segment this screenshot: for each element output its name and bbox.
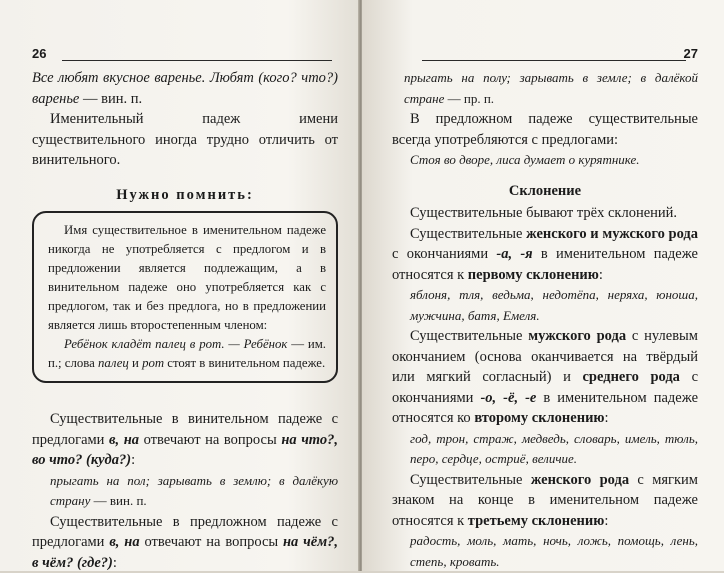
- text: с окончаниями: [392, 369, 698, 406]
- example: год, трон, страж, медведь, словарь, имель, тюль, перо, сердце, остриё, величие.: [392, 429, 698, 470]
- paragraph: Именительный падеж имени существительного иногда трудно отличить от винительного.: [32, 109, 338, 171]
- text: Существительные: [410, 328, 528, 344]
- preposition: в, на: [109, 432, 139, 448]
- gender-term: среднего рода: [582, 369, 679, 385]
- text: Существительные: [410, 226, 526, 242]
- case-label: — вин. п.: [90, 493, 146, 508]
- example-text: и: [129, 356, 142, 370]
- paragraph: [392, 326, 698, 429]
- header-rule: [62, 60, 332, 61]
- question: на чём?, в чём? (где?): [32, 534, 338, 571]
- text: с нулевым окончанием (основа оканчивается на твёрдый или мягкий согласный) и: [392, 328, 698, 385]
- example-text: — им. п.; слова: [48, 337, 326, 370]
- declension-term: третьему склонению: [468, 513, 605, 529]
- page-number: 26: [32, 46, 46, 61]
- example: [32, 471, 338, 512]
- example-text: Ребёнок кладёт палец в рот. — Ребёнок: [64, 337, 287, 351]
- text: с окончаниями: [392, 246, 496, 262]
- paragraph: В предложном падеже существительные всегда употребляются с предлогами:: [392, 109, 698, 150]
- question: на что?, во что? (куда?): [32, 432, 338, 469]
- note-heading: Нужно помнить:: [32, 185, 338, 206]
- example-word: палец: [98, 356, 129, 370]
- text: с мягким знаком на конце в именительном падеже относятся к: [392, 472, 698, 529]
- preposition: в, на: [109, 534, 139, 550]
- ending: -о, -ё, -е: [480, 390, 536, 406]
- text: отвечают на вопросы: [139, 432, 281, 448]
- rule-example: [48, 335, 326, 373]
- paragraph: [32, 409, 338, 471]
- text: в именительном падеже относятся ко: [392, 390, 698, 427]
- rule-box: [32, 211, 338, 383]
- right-page: [362, 0, 724, 571]
- left-page-text: [32, 68, 338, 573]
- case-label: — вин. п.: [79, 91, 142, 107]
- rule-text: Имя существительное в именительном падеже никогда не употребляется с предлогом и в предложении является подлежащим, а в винительном падеже оно употребляется как с предлогом, так и без предлога, но в предложении является лишь второстепенным членом:: [48, 221, 326, 335]
- text: Существительные: [410, 472, 531, 488]
- text: Существительные в винительном падеже с предлогами: [32, 411, 338, 448]
- declension-term: первому склонению: [468, 267, 599, 283]
- page-number: 27: [684, 46, 698, 61]
- ending: -а, -я: [496, 246, 532, 262]
- text: Существительные в предложном падеже с предлогами: [32, 514, 338, 551]
- header-rule: [422, 60, 686, 61]
- example-word: рот: [142, 356, 164, 370]
- example: яблоня, тля, ведьма, недотёпа, неряха, юноша, мужчина, батя, Емеля.: [392, 285, 698, 326]
- case-label: — пр. п.: [444, 91, 494, 106]
- example: Стоя во дворе, лиса думает о курятнике.: [392, 150, 698, 171]
- section-heading: Склонение: [392, 181, 698, 202]
- right-page-text: [392, 68, 698, 572]
- paragraph: [32, 512, 338, 573]
- paragraph: [32, 68, 338, 109]
- example: [392, 68, 698, 109]
- declension-term: второму склонению: [474, 410, 604, 426]
- example-text: Все любят вкусное варенье. Любят (кого? что?) варенье: [32, 70, 338, 107]
- text: :: [605, 410, 609, 426]
- paragraph: [392, 470, 698, 532]
- gender-term: женского рода: [531, 472, 629, 488]
- left-page: [0, 0, 360, 571]
- text: :: [131, 452, 135, 468]
- example: радость, моль, мать, ночь, ложь, помощь, лень, степь, кровать.: [392, 531, 698, 572]
- paragraph: [392, 224, 698, 286]
- gender-term: женского и мужского рода: [526, 226, 698, 242]
- text: отвечают на вопросы: [140, 534, 283, 550]
- text: в именительном падеже относятся к: [392, 246, 698, 283]
- example-text: прыгать на пол; зарывать в землю; в далёкую страну: [50, 473, 338, 509]
- text: :: [604, 513, 608, 529]
- paragraph: Существительные бывают трёх склонений.: [392, 203, 698, 224]
- example-text: стоят в винительном падеже.: [164, 356, 325, 370]
- text: :: [599, 267, 603, 283]
- gender-term: мужского рода: [528, 328, 626, 344]
- example-text: прыгать на полу; зарывать в земле; в далёкой стране: [404, 70, 698, 106]
- text: :: [113, 555, 117, 571]
